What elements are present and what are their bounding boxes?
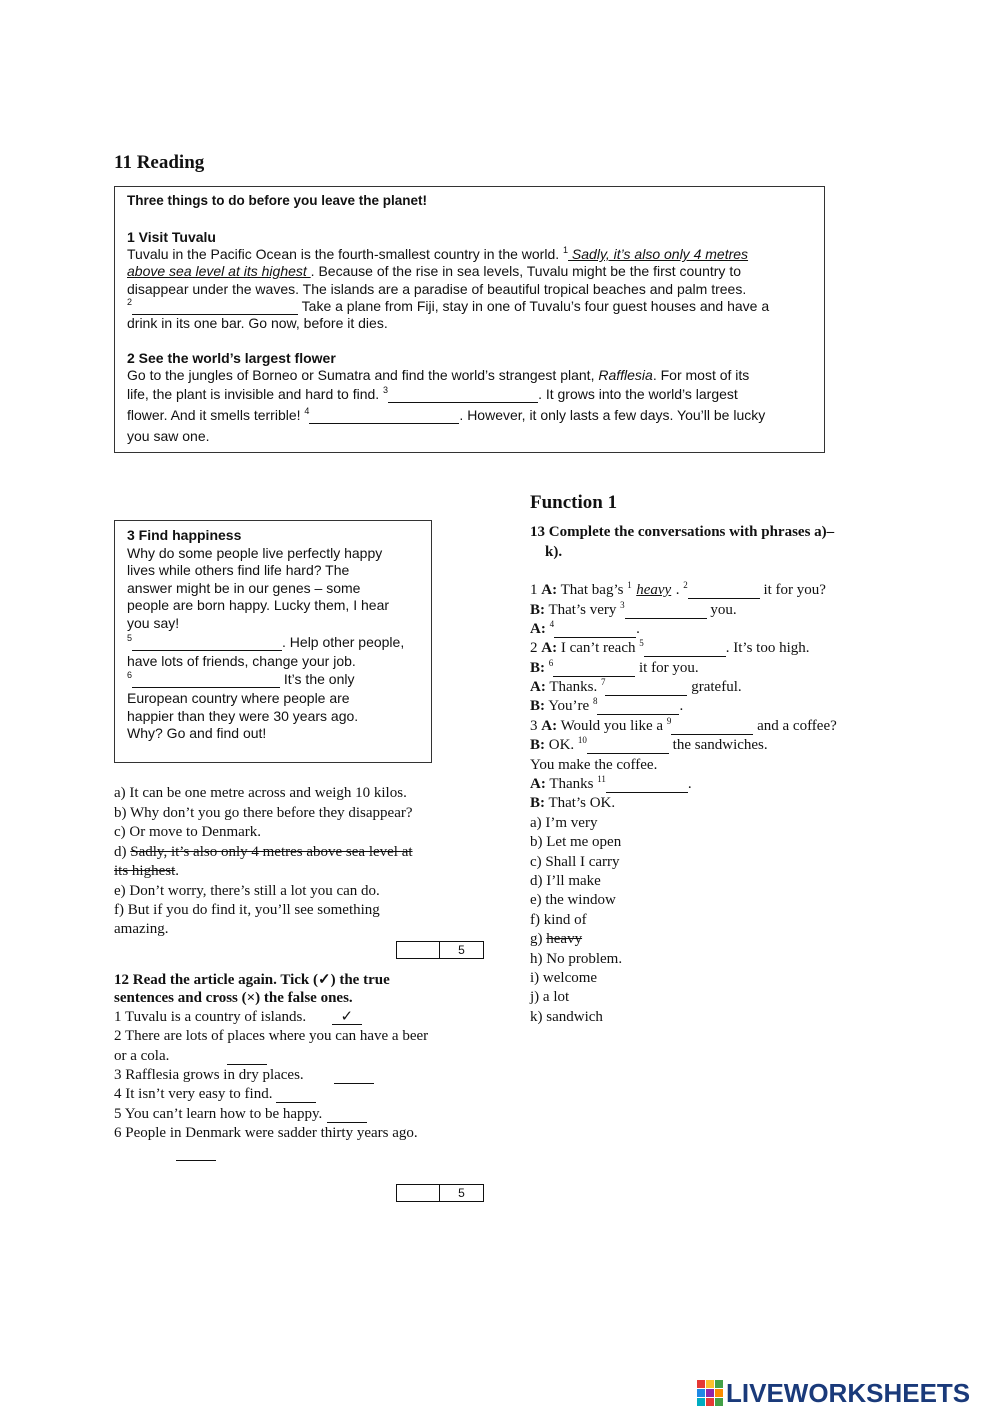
score-box-12 [396, 1184, 484, 1202]
conv-answer-8[interactable] [597, 699, 679, 715]
conv-answer-6[interactable] [553, 661, 635, 677]
part2-line3: flower. And it smells terrible! $^4$ . However, it only lasts a few days. You’ll be lucky [127, 406, 766, 423]
part2-heading: 2 See the world’s largest flower [127, 350, 336, 366]
answer-5-input[interactable] [132, 635, 282, 651]
conv-answer-5[interactable] [644, 641, 726, 657]
answer-tick-1: ✓ [332, 1010, 362, 1025]
phrase-k: k) sandwich [530, 1009, 603, 1025]
logo-mark-icon [697, 1380, 723, 1406]
conv3-line5: B: That’s OK. [530, 795, 616, 811]
answer-1: heavy [636, 582, 672, 598]
conv3-line2: B: OK. $^{10}$ the sandwiches. [530, 735, 768, 753]
part3-line: Why do some people live perfectly happy [127, 545, 383, 561]
answer-3-input[interactable] [388, 387, 538, 403]
phrase-h: h) No problem. [530, 951, 623, 967]
phrase-f: f) kind of [530, 912, 587, 928]
option-a: a) It can be one metre across and weigh 10 kilos. [114, 785, 407, 801]
statement-3: 3 Rafflesia grows in dry places. [114, 1067, 374, 1084]
conv-answer-10[interactable] [587, 738, 669, 754]
part2-line1: Go to the jungles of Borneo or Sumatra and find the world’s strangest plant, Rafflesia. For most of its [127, 367, 750, 383]
part2-line4: you saw one. [127, 428, 210, 444]
conv1-line3: A: $^4$ . [530, 619, 640, 637]
part3-line: you say! [127, 615, 180, 631]
part3-line: European country where people are [127, 690, 350, 706]
conv3-line1: 3 A: Would you like a $^9$ and a coffee? [530, 716, 837, 734]
answer-input-4[interactable] [276, 1087, 316, 1103]
conv-answer-3[interactable] [625, 603, 707, 619]
option-f-cont: amazing. [114, 921, 169, 937]
conv2-line4: B: You’re $^8$ . [530, 696, 684, 714]
answer-4-input[interactable] [309, 408, 459, 424]
conv-answer-7[interactable] [605, 680, 687, 696]
answer-input-5[interactable] [327, 1107, 367, 1123]
conv-answer-2[interactable] [688, 583, 760, 599]
statement-4: 4 It isn’t very easy to find. [114, 1086, 316, 1103]
option-e: e) Don’t worry, there’s still a lot you can do. [114, 883, 380, 899]
part3-line: Why? Go and find out! [127, 725, 267, 741]
function-heading: Function 1 [530, 492, 618, 513]
score-input-area[interactable] [397, 942, 440, 958]
function-instruction: 13 Complete the conversations with phrases a)– [530, 524, 835, 540]
phrase-g: g) heavy [530, 931, 583, 947]
part3-line-gap6: $^6$ It’s the only [127, 670, 355, 687]
part1-heading: 1 Visit Tuvalu [127, 229, 216, 245]
part3-line: happier than they were 30 years ago. [127, 708, 359, 724]
answer-input-3[interactable] [334, 1068, 374, 1084]
article-title: Three things to do before you leave the planet! [127, 193, 428, 208]
conv-answer-4[interactable] [554, 622, 636, 638]
phrase-a: a) I’m very [530, 815, 598, 831]
part3-line: people are born happy. Lucky them, I hear [127, 597, 390, 613]
score-box-11 [396, 941, 484, 959]
part3-line: answer might be in our genes – some [127, 580, 361, 596]
logo-text: LIVEWORKSHEETS [726, 1377, 971, 1408]
option-d: d) Sadly, it’s also only 4 metres above sea level at [114, 844, 413, 860]
part3-heading: 3 Find happiness [127, 527, 242, 543]
conv3-line4: A: Thanks $^{11}$ . [530, 774, 692, 792]
function-instruction-cont: k). [545, 544, 563, 560]
answer-input-6[interactable] [176, 1145, 216, 1161]
part1-line4: $^2$ Take a plane from Fiji, stay in one of Tuvalu’s four guest houses and have a [127, 297, 770, 314]
phrase-b: b) Let me open [530, 834, 622, 850]
part2-line2: life, the plant is invisible and hard to find. $^3$ . It grows into the world’s largest [127, 385, 738, 402]
score-input-area[interactable] [397, 1185, 440, 1201]
score-max: 5 [458, 1186, 465, 1200]
conv3-line3: You make the coffee. [530, 757, 658, 773]
statement-2: 2 There are lots of places where you can have a beer [114, 1028, 429, 1044]
section-12-title-cont: sentences and cross (×) the false ones. [114, 990, 353, 1006]
option-b: b) Why don’t you go there before they disappear? [114, 805, 413, 821]
option-d-cont: its highest. [114, 863, 180, 879]
answer-6-input[interactable] [132, 672, 280, 688]
statement-5: 5 You can’t learn how to be happy. [114, 1106, 367, 1123]
part1-line5: drink in its one bar. Go now, before it dies. [127, 315, 388, 331]
part1-line3: disappear under the waves. The islands are a paradise of beautiful tropical beaches and palm trees. [127, 281, 747, 297]
option-f: f) But if you do find it, you’ll see something [114, 902, 380, 918]
phrase-j: j) a lot [530, 989, 570, 1005]
phrase-c: c) Shall I carry [530, 854, 620, 870]
statement-1: 1 Tuvalu is a country of islands. ✓ [114, 1009, 362, 1026]
conv1-line1: 1 A: That bag’s $^1$ heavy . $^2$ it for you? [530, 580, 826, 598]
conv-answer-11[interactable] [606, 777, 688, 793]
conv1-line2: B: That’s very $^3$ you. [530, 600, 737, 618]
phrase-i: i) welcome [530, 970, 598, 986]
conv2-line3: A: Thanks. $^7$ grateful. [530, 677, 742, 695]
option-c: c) Or move to Denmark. [114, 824, 262, 840]
part1-line1: Tuvalu in the Pacific Ocean is the fourth-smallest country in the world. $^1$ Sadly, it’s also only 4 metres [127, 245, 749, 262]
conv-answer-9[interactable] [671, 719, 753, 735]
part3-line-gap5: $^5$ . Help other people, [127, 633, 405, 650]
answer-2-input[interactable] [132, 299, 298, 315]
phrase-d: d) I’ll make [530, 873, 601, 889]
answer-1-part-a: Sadly, it’s also only 4 metres [568, 246, 749, 262]
statement-6: 6 People in Denmark were sadder thirty years ago. [114, 1125, 418, 1141]
answer-1-part-b: above sea level at its highest [127, 263, 311, 279]
phrase-e: e) the window [530, 892, 616, 908]
section-12-title: 12 Read the article again. Tick (✓) the true [114, 972, 390, 988]
part3-line: have lots of friends, change your job. [127, 653, 356, 669]
conv2-line2: B: $^6$ it for you. [530, 658, 699, 676]
part1-line2: above sea level at its highest . Because of the rise in sea levels, Tuvalu might be the first country to [127, 263, 742, 279]
answer-input-2[interactable] [227, 1049, 267, 1065]
statement-2-cont: or a cola. [114, 1048, 267, 1065]
score-max: 5 [458, 943, 465, 957]
part3-line: lives while others find life hard? The [127, 562, 350, 578]
section-heading-reading: 11 Reading [114, 152, 205, 173]
conv2-line1: 2 A: I can’t reach $^5$ . It’s too high. [530, 638, 810, 656]
liveworksheets-logo [697, 1378, 970, 1408]
